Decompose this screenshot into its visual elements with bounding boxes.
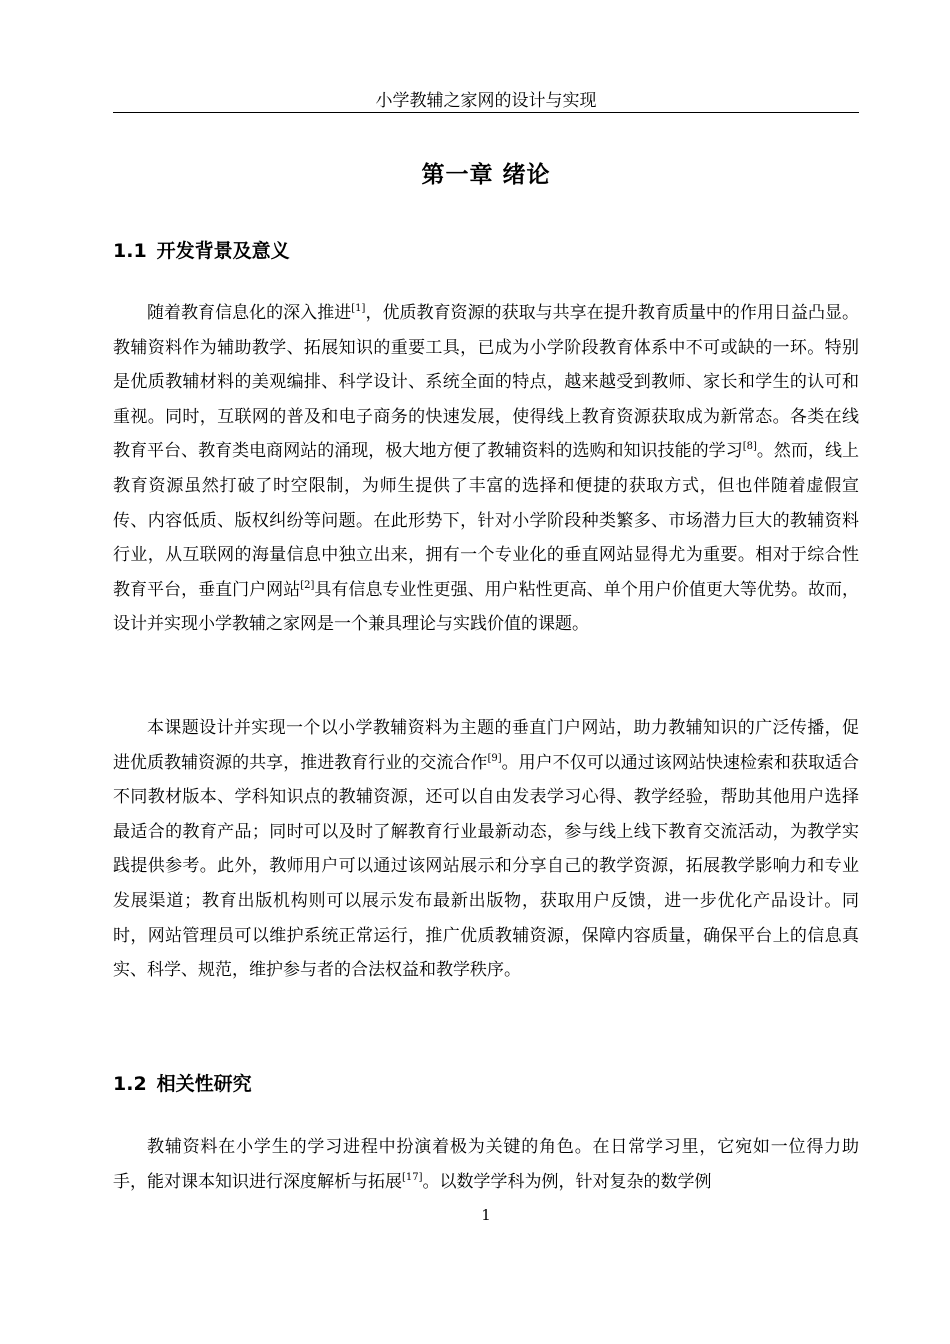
- paragraph-text: 。以数学学科为例，针对复杂的数学例: [422, 1171, 712, 1192]
- section-number: 1.1: [113, 240, 147, 262]
- citation-ref: [1]: [351, 303, 366, 314]
- paragraph: [113, 711, 859, 988]
- paragraph-text: 教辅资料在小学生的学习进程中扮演着极为关键的角色。在日常学习里，它宛如一位得力助手，能对课本知识进行深度解析与拓展: [113, 1137, 859, 1192]
- paragraph: [113, 1130, 859, 1199]
- header-rule: [113, 112, 859, 113]
- citation-ref: [9]: [487, 752, 502, 764]
- citation-ref: [2]: [300, 579, 315, 591]
- paragraph-text: ，优质教育资源的获取与共享在提升教育质量中的作用日益凸显。教辅资料作为辅助教学、拓展知识的重要工具，已成为小学阶段教育体系中不可或缺的一环。特别是优质教辅材料的美观编排、科学设计、系统全面的特点，越来越受到教师、家长和学生的认可和重视。同时，互联网的普及和电子商务的快速发展，使得线上教育资源获取成为新常态。各类在线教育平台、教育类电商网站的涌现，极大地方便了教辅资料的选购和知识技能的学习: [113, 303, 860, 462]
- running-header: 小学教辅之家网的设计与实现: [375, 91, 597, 111]
- section-heading-1-1: [113, 238, 859, 264]
- section-heading-1-2: [113, 1071, 859, 1097]
- paragraph-text: 随着教育信息化的深入推进: [147, 303, 352, 323]
- paragraph-text: 本课题设计并实现一个以小学教辅资料为主题的垂直门户网站，助力教辅知识的广泛传播，促进优质教辅资源的共享，推进教育行业的交流合作: [113, 718, 859, 773]
- section-title: 开发背景及意义: [156, 240, 290, 262]
- paragraph-text: 。然而，线上教育资源虽然打破了时空限制，为师生提供了丰富的选择和便捷的获取方式，但也伴随着虚假宣传、内容低质、版权纠纷等问题。在此形势下，针对小学阶段种类繁多、市场潜力巨大的教辅资料行业，从互联网的海量信息中独立出来，拥有一个专业化的垂直网站显得尤为重要。相对于综合性教育平台，垂直门户网站: [113, 441, 860, 600]
- paragraph-text: 。用户不仅可以通过该网站快速检索和获取适合不同教材版本、学科知识点的教辅资源，还可以自由发表学习心得、教学经验，帮助其他用户选择最适合的教育产品；同时可以及时了解教育行业最新动态，参与线上线下教育交流活动，为教学实践提供参考。此外，教师用户可以通过该网站展示和分享自己的教学资源，拓展教学影响力和专业发展渠道；教育出版机构则可以展示发布最新出版物，获取用户反馈，进一步优化产品设计。同时，网站管理员可以维护系统正常运行，推广优质教辅资源，保障内容质量，确保平台上的信息真实、科学、规范，维护参与者的合法权益和教学秩序。: [113, 752, 860, 981]
- page-number: 1: [481, 1206, 491, 1224]
- chapter-title: 第一章 绪论: [421, 162, 551, 188]
- section-number: 1.2: [113, 1073, 147, 1095]
- citation-ref: [8]: [742, 441, 757, 453]
- section-title: 相关性研究: [156, 1073, 252, 1095]
- citation-ref: [17]: [402, 1171, 423, 1183]
- paragraph-text: 具有信息专业性更强、用户粘性更高、单个用户价值更大等优势。故而，设计并实现小学教辅之家网是一个兼具理论与实践价值的课题。: [113, 579, 860, 635]
- paragraph: [113, 296, 859, 642]
